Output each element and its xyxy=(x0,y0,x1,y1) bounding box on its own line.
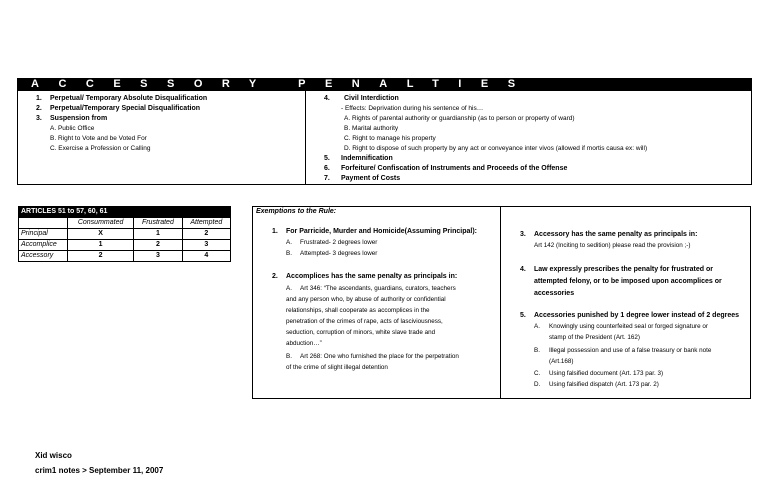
exemption-item-line: accessories xyxy=(534,290,575,297)
table-row xyxy=(19,240,231,251)
list-item-number: 5. xyxy=(324,155,330,162)
column-header: Attempted xyxy=(182,218,230,229)
sub-item: A. Rights of parental authority or guardianship (as to person or property of ward) xyxy=(344,115,575,122)
exemption-item: Accessory has the same penalty as principals in: xyxy=(534,231,698,238)
sub-item-label: A. xyxy=(534,323,540,330)
table-cell: 1 xyxy=(68,240,134,251)
list-item-number: 7. xyxy=(324,175,330,182)
sub-item: C. Exercise a Profession or Calling xyxy=(50,145,151,152)
table-corner-cell xyxy=(19,218,68,229)
exemption-item: Accomplices has the same penalty as principals in: xyxy=(286,273,458,280)
table-cell: 2 xyxy=(182,229,230,240)
list-item-number: 2. xyxy=(272,273,278,280)
column-header: Frustrated xyxy=(134,218,182,229)
sub-item-label: B. xyxy=(534,347,540,354)
list-item: Suspension from xyxy=(50,115,108,122)
sub-item-label: A. xyxy=(286,239,292,246)
sub-item: Attempted- 3 degrees lower xyxy=(300,250,378,257)
sub-item: B. Right to Vote and be Voted For xyxy=(50,135,147,142)
sub-item: Frustrated- 2 degrees lower xyxy=(300,239,378,246)
list-item-number: 3. xyxy=(36,115,42,122)
sub-item-label: B. xyxy=(286,250,292,257)
sub-item-line: Art 268: One who furnished the place for the perpetration xyxy=(300,353,459,360)
table-column-row xyxy=(19,218,231,229)
sub-item-label: D. xyxy=(534,381,541,388)
list-item-number: 4. xyxy=(324,95,330,102)
table-cell: 4 xyxy=(182,251,230,262)
sub-item-line: penetration of the crimes of rape, acts of lasciviousness, xyxy=(286,318,443,325)
table-cell: X xyxy=(68,229,134,240)
sub-item: B. Marital authority xyxy=(344,125,399,132)
row-label: Principal xyxy=(19,229,68,240)
list-item-number: 3. xyxy=(520,231,526,238)
exemption-item: For Parricide, Murder and Homicide(Assuming Principal): xyxy=(286,228,477,235)
sub-item-line: and any person who, by abuse of authority or confidential xyxy=(286,296,446,303)
sub-item-line: (Art.168) xyxy=(549,358,574,365)
sub-item-line: Illegal possession and use of a false treasury or bank note xyxy=(549,347,712,354)
articles-table xyxy=(18,206,231,262)
sub-item-line: seduction, corruption of minors, white slave trade and xyxy=(286,329,436,336)
table-cell: 2 xyxy=(134,240,182,251)
list-item: Perpetual/Temporary Special Disqualification xyxy=(50,105,201,112)
exemption-item-line: attempted felony, or to be imposed upon accomplices or xyxy=(534,278,722,285)
list-item: Civil Interdiction xyxy=(344,95,399,102)
exemptions-title: Exemptions to the Rule: xyxy=(256,208,337,215)
table-header: ARTICLES 51 to 57, 60, 61 xyxy=(19,207,231,218)
list-item-number: 1. xyxy=(272,228,278,235)
sub-item-line: relationships, shall cooperate as accomplices in the xyxy=(286,307,430,314)
row-label: Accomplice xyxy=(19,240,68,251)
row-label: Accessory xyxy=(19,251,68,262)
effects-text: - Effects: Deprivation during his sentence of his… xyxy=(341,105,484,112)
sub-item-line: stamp of the President (Art. 162) xyxy=(549,334,640,341)
sub-item-label: B. xyxy=(286,353,292,360)
table-cell: 1 xyxy=(134,229,182,240)
list-item-number: 6. xyxy=(324,165,330,172)
column-header: Consummated xyxy=(68,218,134,229)
list-item: Payment of Costs xyxy=(341,175,401,182)
exemption-detail: Art 142 (Inciting to sedition) please read the provision ;-) xyxy=(534,242,691,249)
table-cell: 3 xyxy=(182,240,230,251)
table-row xyxy=(19,251,231,262)
table-row xyxy=(19,229,231,240)
sub-item-line: abduction…” xyxy=(286,340,322,347)
exemption-item-line: Law expressly prescribes the penalty for frustrated or xyxy=(534,266,713,273)
sub-item: A. Public Office xyxy=(50,125,95,132)
banner-title: ACCESSORY PENALTIES xyxy=(17,78,752,91)
footer-note: crim1 notes > September 11, 2007 xyxy=(35,466,164,475)
exemption-item: Accessories punished by 1 degree lower instead of 2 degrees xyxy=(534,312,740,319)
sub-item-line: Knowingly using counterfeited seal or forged signature or xyxy=(549,323,708,330)
list-item-number: 2. xyxy=(36,105,42,112)
sub-item: D. Right to dispose of such property by any act or conveyance inter vivos (allowed if mortis causa ex: will) xyxy=(344,145,648,152)
sub-item-label: A. xyxy=(286,285,292,292)
list-item-number: 5. xyxy=(520,312,526,319)
table-cell: 2 xyxy=(68,251,134,262)
sub-item-label: C. xyxy=(534,370,541,377)
sub-item: C. Right to manage his property xyxy=(344,135,436,142)
list-item: Indemnification xyxy=(341,155,393,162)
table-cell: 3 xyxy=(134,251,182,262)
column-divider xyxy=(305,91,306,185)
exemptions-column-divider xyxy=(500,206,501,399)
sub-item-line: of the crime of slight illegal detention xyxy=(286,364,388,371)
footer-author: Xid wisco xyxy=(35,451,72,460)
list-item: Perpetual/ Temporary Absolute Disqualification xyxy=(50,95,208,102)
sub-item-line: Art 346: “The ascendants, guardians, curators, teachers xyxy=(300,285,456,292)
list-item-number: 1. xyxy=(36,95,42,102)
sub-item-line: Using falsified document (Art. 173 par. 3) xyxy=(549,370,664,377)
list-item: Forfeiture/ Confiscation of Instruments and Proceeds of the Offense xyxy=(341,165,568,172)
list-item-number: 4. xyxy=(520,266,526,273)
sub-item-line: Using falsified dispatch (Art. 173 par. 2) xyxy=(549,381,659,388)
